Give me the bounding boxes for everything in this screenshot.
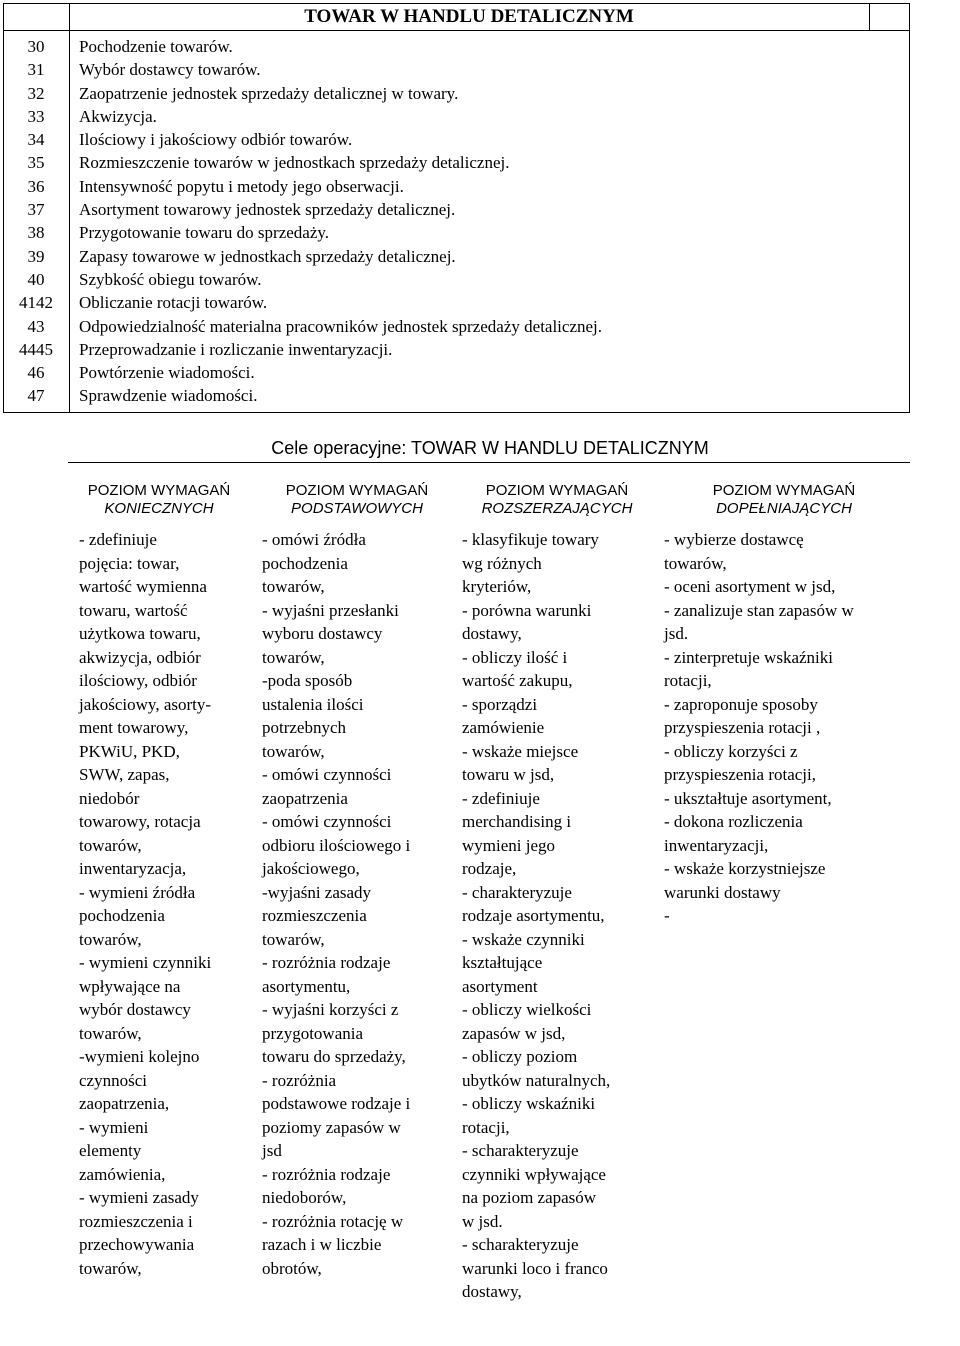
requirement-line: towarów, (262, 929, 325, 949)
requirement-line: ubytków naturalnych, (462, 1070, 611, 1090)
requirements-list (664, 528, 904, 928)
requirement-line: użytkowa towaru, (79, 624, 201, 643)
requirement-line: ustalenia ilości (262, 694, 364, 714)
requirement-line: asortymentu, (262, 976, 351, 996)
requirements-column-basic (262, 482, 452, 1280)
requirement-line: wartość wymienna (79, 577, 207, 596)
requirement-line: niedoborów, (262, 1188, 347, 1207)
requirement-line: - rozróżnia rodzaje (262, 953, 391, 972)
lesson-number: 46 (27, 363, 45, 383)
lesson-number: 43 (27, 316, 45, 336)
requirement-line: - zdefiniuje (79, 530, 157, 549)
requirement-line: odbioru ilościowego i (262, 835, 411, 855)
lesson-topic: Powtórzenie wiadomości. (79, 363, 255, 383)
lesson-number: 47 (27, 386, 45, 406)
table-border-bottom (3, 412, 910, 413)
requirement-line: SWW, zapas, (79, 765, 170, 784)
column-kind-label: ROZSZERZAJĄCYCH (481, 499, 633, 517)
requirement-line: - rozróżnia (262, 1070, 337, 1090)
lesson-topic: Szybkość obiegu towarów. (79, 269, 262, 289)
requirement-line: - zanalizuje stan zapasów w (664, 600, 854, 620)
requirement-line: zamówienia, (79, 1164, 166, 1184)
requirement-line: potrzebnych (262, 718, 347, 737)
requirement-line: akwizycja, odbiór (79, 647, 201, 667)
requirement-line: - wskaże korzystniejsze (664, 859, 826, 878)
requirement-line: w jsd. (462, 1211, 503, 1231)
lesson-number: 33 (27, 106, 45, 126)
table-border-right (909, 3, 910, 413)
requirement-line: - rozróżnia rodzaje (262, 1164, 391, 1184)
requirement-line: dostawy, (462, 624, 522, 643)
lesson-number: 4142 (19, 293, 53, 313)
requirement-line: - dokona rozliczenia (664, 812, 803, 831)
requirement-line: kształtujące (462, 953, 543, 972)
requirement-line: pochodzenia (262, 553, 348, 573)
requirement-line: - porówna warunki (462, 600, 592, 620)
column-kind-label: KONIECZNYCH (104, 499, 214, 517)
table-column-divider (69, 3, 70, 413)
lesson-topic: Wybór dostawcy towarów. (79, 60, 261, 80)
column-kind-label: PODSTAWOWYCH (291, 499, 423, 517)
lesson-topic-column (79, 35, 899, 408)
requirement-line: - zinterpretuje wskaźniki (664, 647, 833, 667)
requirement-line: ment towarowy, (79, 718, 189, 737)
requirement-line: - omówi czynności (262, 812, 392, 831)
lesson-topics-table (3, 3, 910, 413)
requirement-line: - wymieni czynniki (79, 953, 212, 972)
requirement-line: inwentaryzacji, (664, 835, 769, 855)
goals-heading: Cele operacyjne: TOWAR W HANDLU DETALICZNYM (271, 438, 709, 458)
requirement-line: inwentaryzacja, (79, 859, 187, 878)
requirement-line: dostawy, (462, 1282, 522, 1301)
requirement-line: - wyjaśni przesłanki (262, 600, 399, 620)
requirement-line: obrotów, (262, 1258, 322, 1278)
requirement-line: - omówi źródła (262, 530, 366, 549)
requirement-line: na poziom zapasów (462, 1188, 597, 1207)
requirement-line: - rozróżnia rotację w (262, 1211, 404, 1231)
requirement-line: - obliczy wielkości (462, 1000, 592, 1019)
requirements-list (79, 528, 239, 1280)
requirement-line: asortyment (462, 976, 538, 996)
requirement-line: -wymieni kolejno (79, 1047, 200, 1066)
requirement-line: towaru, wartość (79, 600, 188, 620)
requirement-line: - obliczy ilość i (462, 647, 568, 667)
requirement-line: -poda sposób (262, 671, 353, 690)
requirement-line: - (664, 906, 670, 925)
requirement-line: - scharakteryzuje (462, 1141, 579, 1160)
column-header (462, 482, 652, 517)
requirement-line: jsd. (664, 624, 689, 643)
requirement-line: podstawowe rodzaje i (262, 1094, 411, 1113)
column-header (79, 482, 239, 517)
requirement-line: rodzaje, (462, 859, 517, 878)
requirement-line: wyboru dostawcy (262, 624, 383, 643)
requirement-line: wpływające na (79, 976, 181, 996)
lesson-number: 31 (27, 60, 45, 80)
requirement-line: - obliczy wskaźniki (462, 1094, 596, 1113)
requirement-line: - wybierze dostawcę (664, 530, 804, 549)
requirement-line: - omówi czynności (262, 765, 392, 784)
requirement-line: kryteriów, (462, 577, 532, 596)
table-header-divider (3, 30, 910, 31)
requirement-line: towarów, (79, 1023, 142, 1043)
requirement-line: - wymieni źródła (79, 882, 196, 902)
requirement-line: - wymieni (79, 1117, 149, 1137)
requirement-line: rotacji, (462, 1117, 510, 1137)
lesson-topic: Przygotowanie towaru do sprzedaży. (79, 223, 330, 243)
requirement-line: towarów, (79, 1258, 142, 1278)
lesson-number: 4445 (19, 339, 53, 359)
column-level-label: POZIOM WYMAGAŃ (87, 482, 231, 499)
lesson-number: 35 (27, 153, 45, 173)
lesson-topic: Zaopatrzenie jednostek sprzedaży detalicznej w towary. (79, 83, 459, 103)
requirement-line: - sporządzi (462, 694, 538, 714)
requirement-line: - scharakteryzuje (462, 1235, 579, 1254)
requirement-line: rotacji, (664, 671, 712, 690)
requirement-line: - obliczy korzyści z (664, 741, 798, 761)
lesson-topic: Akwizycja. (79, 106, 157, 126)
requirements-column-extended (462, 482, 652, 1304)
requirement-line: pochodzenia (79, 906, 165, 925)
requirement-line: towaru do sprzedaży, (262, 1047, 406, 1066)
requirement-line: towarów, (262, 577, 325, 596)
lesson-topic: Obliczanie rotacji towarów. (79, 293, 268, 313)
requirement-line: - oceni asortyment w jsd, (664, 577, 836, 596)
requirement-line: - wymieni zasady (79, 1188, 199, 1207)
lesson-number: 36 (27, 176, 45, 196)
requirements-list (462, 528, 652, 1304)
requirement-line: - zaproponuje sposoby (664, 694, 818, 714)
requirement-line: wg różnych (462, 553, 542, 573)
requirement-line: towarów, (664, 553, 727, 573)
requirement-line: rozmieszczenia i (79, 1211, 193, 1231)
requirement-line: towarów, (262, 741, 325, 761)
column-level-label: POZIOM WYMAGAŃ (485, 482, 629, 499)
requirement-line: zaopatrzenia (262, 788, 348, 808)
requirement-line: zapasów w jsd, (462, 1023, 566, 1043)
column-kind-label: DOPEŁNIAJĄCYCH (716, 499, 852, 517)
requirement-line: elementy (79, 1141, 142, 1160)
requirement-line: - wskaże miejsce (462, 741, 579, 761)
requirement-line: razach i w liczbie (262, 1235, 382, 1254)
requirement-line: warunki loco i franco (462, 1258, 608, 1278)
lesson-topic: Ilościowy i jakościowy odbiór towarów. (79, 130, 353, 150)
requirement-line: - charakteryzuje (462, 882, 572, 902)
requirement-line: zaopatrzenia, (79, 1094, 170, 1113)
requirement-line: czynniki wpływające (462, 1164, 606, 1184)
requirement-line: przyspieszenia rotacji , (664, 718, 821, 737)
requirement-line: - wyjaśni korzyści z (262, 1000, 399, 1019)
table-header-cell-divider (869, 3, 870, 30)
requirement-line: - klasyfikuje towary (462, 530, 599, 549)
requirement-line: towarowy, rotacja (79, 812, 201, 831)
lesson-number-column (3, 35, 69, 408)
lesson-number: 40 (27, 269, 45, 289)
requirement-line: -wyjaśni zasady (262, 882, 372, 902)
lesson-topic: Rozmieszczenie towarów w jednostkach sprzedaży detalicznej. (79, 153, 510, 173)
requirement-line: wybór dostawcy (79, 1000, 191, 1019)
requirement-line: przechowywania (79, 1235, 195, 1254)
requirement-line: merchandising i (462, 812, 572, 831)
requirement-line: - zdefiniuje (462, 788, 540, 808)
lesson-topic: Intensywność popytu i metody jego obserwacji. (79, 176, 404, 196)
requirement-line: jakościowy, asorty- (79, 694, 212, 714)
lesson-topic: Pochodzenie towarów. (79, 37, 233, 56)
requirement-line: towarów, (262, 647, 325, 667)
requirement-line: towaru w jsd, (462, 765, 555, 784)
requirement-line: warunki dostawy (664, 882, 781, 902)
requirement-line: ilościowy, odbiór (79, 671, 197, 690)
requirement-line: towarów, (79, 835, 142, 855)
requirements-column-complementary (664, 482, 904, 928)
requirements-column-necessary (79, 482, 239, 1280)
requirement-line: jakościowego, (262, 859, 360, 878)
goals-heading-rule (68, 462, 910, 463)
lesson-number: 32 (27, 83, 45, 103)
lesson-topic: Odpowiedzialność materialna pracowników jednostek sprzedaży detalicznej. (79, 316, 603, 336)
column-level-label: POZIOM WYMAGAŃ (285, 482, 429, 499)
lesson-number: 38 (27, 223, 45, 243)
lesson-number: 39 (27, 246, 45, 266)
requirement-line: przyspieszenia rotacji, (664, 765, 816, 784)
requirement-line: czynności (79, 1070, 147, 1090)
requirement-line: wymieni jego (462, 835, 556, 855)
lesson-topic: Sprawdzenie wiadomości. (79, 386, 258, 406)
column-header (664, 482, 904, 517)
lesson-topic: Zapasy towarowe w jednostkach sprzedaży detalicznej. (79, 246, 456, 266)
requirement-line: wartość zakupu, (462, 671, 573, 690)
requirement-line: niedobór (79, 788, 140, 808)
lesson-topic: Asortyment towarowy jednostek sprzedaży detalicznej. (79, 200, 456, 220)
requirement-line: jsd (262, 1141, 282, 1160)
requirement-line: poziomy zapasów w (262, 1117, 401, 1137)
requirement-line: rodzaje asortymentu, (462, 906, 605, 925)
requirement-line: - wskaże czynniki (462, 929, 585, 949)
table-title: TOWAR W HANDLU DETALICZNYM (304, 6, 634, 27)
column-header (262, 482, 452, 517)
lesson-number: 37 (27, 200, 45, 220)
requirement-line: PKWiU, PKD, (79, 741, 180, 761)
requirement-line: rozmieszczenia (262, 906, 367, 925)
requirement-line: przygotowania (262, 1023, 364, 1043)
requirement-line: towarów, (79, 929, 142, 949)
lesson-number: 30 (27, 37, 45, 56)
lesson-number: 34 (27, 130, 45, 150)
requirement-line: - ukształtuje asortyment, (664, 788, 832, 808)
lesson-topic: Przeprowadzanie i rozliczanie inwentaryzacji. (79, 339, 393, 359)
column-level-label: POZIOM WYMAGAŃ (712, 482, 856, 499)
requirements-list (262, 528, 452, 1280)
requirement-line: zamówienie (462, 718, 545, 737)
requirement-line: - obliczy poziom (462, 1047, 578, 1066)
requirement-line: pojęcia: towar, (79, 553, 180, 573)
